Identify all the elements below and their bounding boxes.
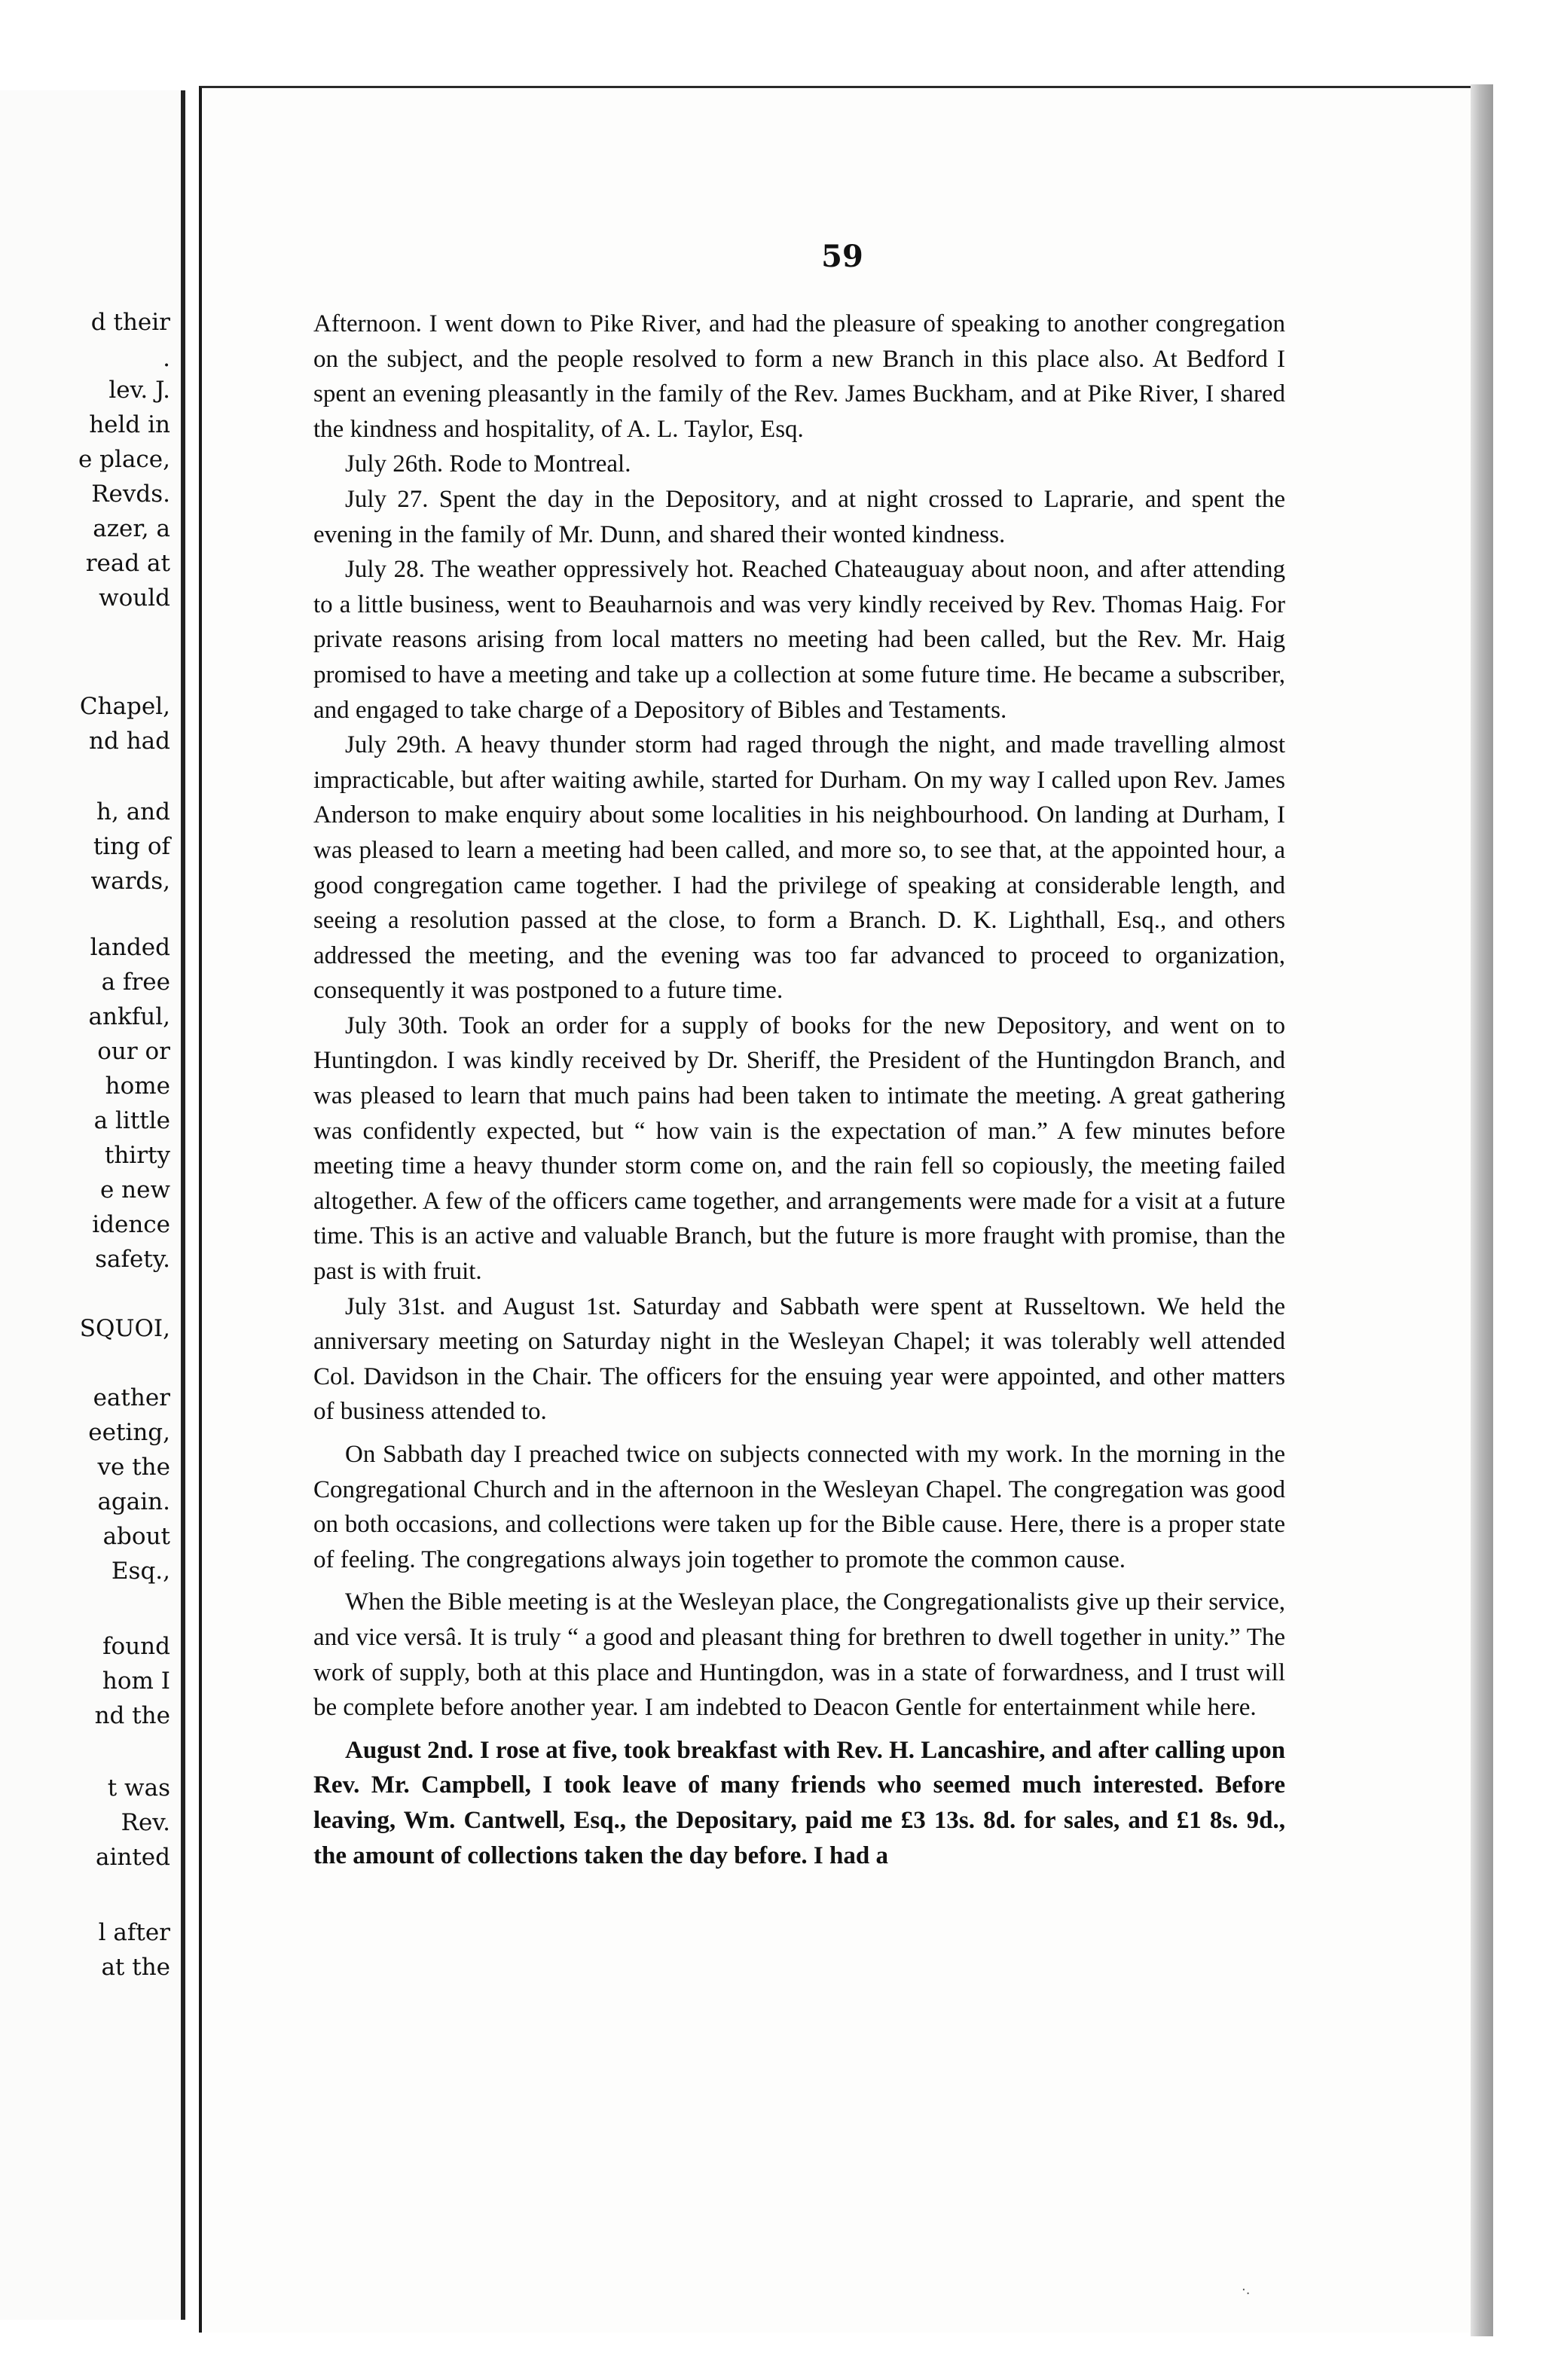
left-line: wards, [90, 868, 170, 895]
right-page [199, 86, 1483, 2333]
left-line: our or [97, 1038, 170, 1065]
left-line: held in [89, 411, 170, 438]
left-line: safety. [95, 1246, 170, 1273]
left-line: SQUOI, [79, 1315, 170, 1342]
paragraph: July 28. The weather oppressively hot. Reached Chateauguay about noon, and after attending to a little business, went to Beauharnois and was very kindly received by Rev. Thomas Haig. For private reasons arising from local matters no meeting had been called, but the Rev. Mr. Haig promised to have a meeting and take up a collection at some future time. He became a subscriber, and engaged to take charge of a Depository of Bibles and Testaments. [313, 556, 1285, 724]
paragraph: July 27. Spent the day in the Depository, and at night crossed to Laprarie, and spent the evening in the family of Mr. Dunn, and shared their wonted kindness. [313, 485, 1285, 548]
left-line: d their [90, 309, 170, 336]
left-line: e new [99, 1176, 170, 1204]
paragraph: Afternoon. I went down to Pike River, and had the pleasure of speaking to another congregation on the subject, and the people resolved to form a new Branch in this place also. At Bedford I spent an evening pleasantly in the family of the Rev. James Buckham, and at Pike River, I shared the kindness and hospitality, of A. L. Taylor, Esq. [313, 310, 1285, 443]
paragraph: August 2nd. I rose at five, took breakfast with Rev. H. Lancashire, and after calling upon Rev. Mr. Campbell, I took leave of many friends who seemed much interested. Before leaving, Wm. Cantwell, Esq., the Depositary, paid me £3 13s. 8d. for sales, and £1 8s. 9d., the amount of collections taken the day before. I had a [313, 1736, 1286, 1869]
paragraph: On Sabbath day I preached twice on subjects connected with my work. In the morning in the Congregational Church and in the afternoon in the Wesleyan Chapel. The congregation was good on both occasions, and collections were taken up for the Bible cause. Here, there is a proper state of feeling. The congregations always join together to promote the common cause. [313, 1441, 1285, 1573]
left-line: a little [93, 1107, 170, 1134]
left-line: Chapel, [79, 693, 170, 720]
left-line: h, and [96, 798, 170, 825]
left-line: nd had [89, 728, 170, 755]
left-line: t was [107, 1774, 170, 1802]
left-line: Esq., [111, 1558, 170, 1585]
paragraph: July 29th. A heavy thunder storm had raged through the night, and made travelling almost impracticable, but after waiting awhile, started for Durham. On my way I called upon Rev. James Anderson to make enquiry about some localities in his neighbourhood. On landing at Durham, I was pleased to learn a meeting had been called, and more so, to see that, at the appointed hour, a good congregation came together. I had the privilege of speaking at considerable length, and seeing a resolution passed at the close, to form a Branch. D. K. Lighthall, Esq., and others addressed the meeting, and the evening was too far advanced to proceed to organization, consequently it was postponed to a future time. [313, 731, 1285, 1005]
left-line: . [163, 345, 170, 372]
left-line: thirty [104, 1142, 170, 1169]
left-line: nd the [94, 1702, 170, 1729]
page-edge-shadow [1471, 84, 1493, 2336]
left-line: again. [97, 1488, 170, 1515]
left-line: eeting, [88, 1419, 170, 1446]
left-line: ainted [95, 1844, 170, 1871]
left-line: at the [101, 1954, 170, 1981]
left-line: Revds. [91, 481, 170, 508]
left-line: ankful, [88, 1003, 170, 1030]
paragraph: July 26th. Rode to Montreal. [345, 450, 631, 478]
paragraph: July 31st. and August 1st. Saturday and Sabbath were spent at Russeltown. We held the anniversary meeting on Saturday night in the Wesleyan Chapel; it was tolerably well attended Col. Davidson in the Chair. The officers for the ensuing year were appointed, and other matters of business attended to. [313, 1292, 1285, 1426]
stray-mark: ·. [1242, 2282, 1251, 2298]
left-line: ting of [93, 833, 170, 860]
left-line: l after [98, 1919, 170, 1946]
left-line: would [99, 584, 170, 612]
left-line: idence [92, 1211, 170, 1238]
left-line: landed [90, 934, 170, 961]
left-line: e place, [78, 446, 170, 473]
paragraph: July 30th. Took an order for a supply of books for the new Depository, and went on to Huntingdon. I was kindly received by Dr. Sheriff, the President of the Huntingdon Branch, and was pleased to learn that much pains had been taken to intimate the meeting. A great gathering was confidently expected, but “ how vain is the expectation of man.” A few minutes before meeting time a heavy thunder storm come on, and the rain fell so copiously, the meeting failed altogether. A few of the officers came together, and arrangements were made for a visit at a future time. This is an active and valuable Branch, but the future is more fraught with promise, than the past is with fruit. [313, 1012, 1285, 1286]
left-line: Rev. [121, 1809, 170, 1836]
left-line: azer, a [93, 515, 170, 542]
left-line: about [102, 1523, 170, 1550]
left-line: eather [93, 1384, 170, 1411]
page-number: 59 [821, 239, 863, 274]
left-line: lev. J. [108, 377, 170, 404]
body-text [313, 307, 1285, 1873]
left-line: ve the [97, 1454, 170, 1481]
left-line: home [105, 1073, 170, 1100]
left-line: read at [85, 550, 170, 577]
left-line: hom I [102, 1668, 170, 1695]
left-line: found [102, 1633, 170, 1660]
left-line: a free [101, 969, 170, 996]
left-page-fragment [0, 90, 185, 2320]
paragraph: When the Bible meeting is at the Wesleyan place, the Congregationalists give up their service, and vice versâ. It is truly “ a good and pleasant thing for brethren to dwell together in unity.” The work of supply, both at this place and Huntingdon, was in a state of forwardness, and I trust will be complete before another year. I am indebted to Deacon Gentle for entertainment while here. [313, 1588, 1285, 1722]
